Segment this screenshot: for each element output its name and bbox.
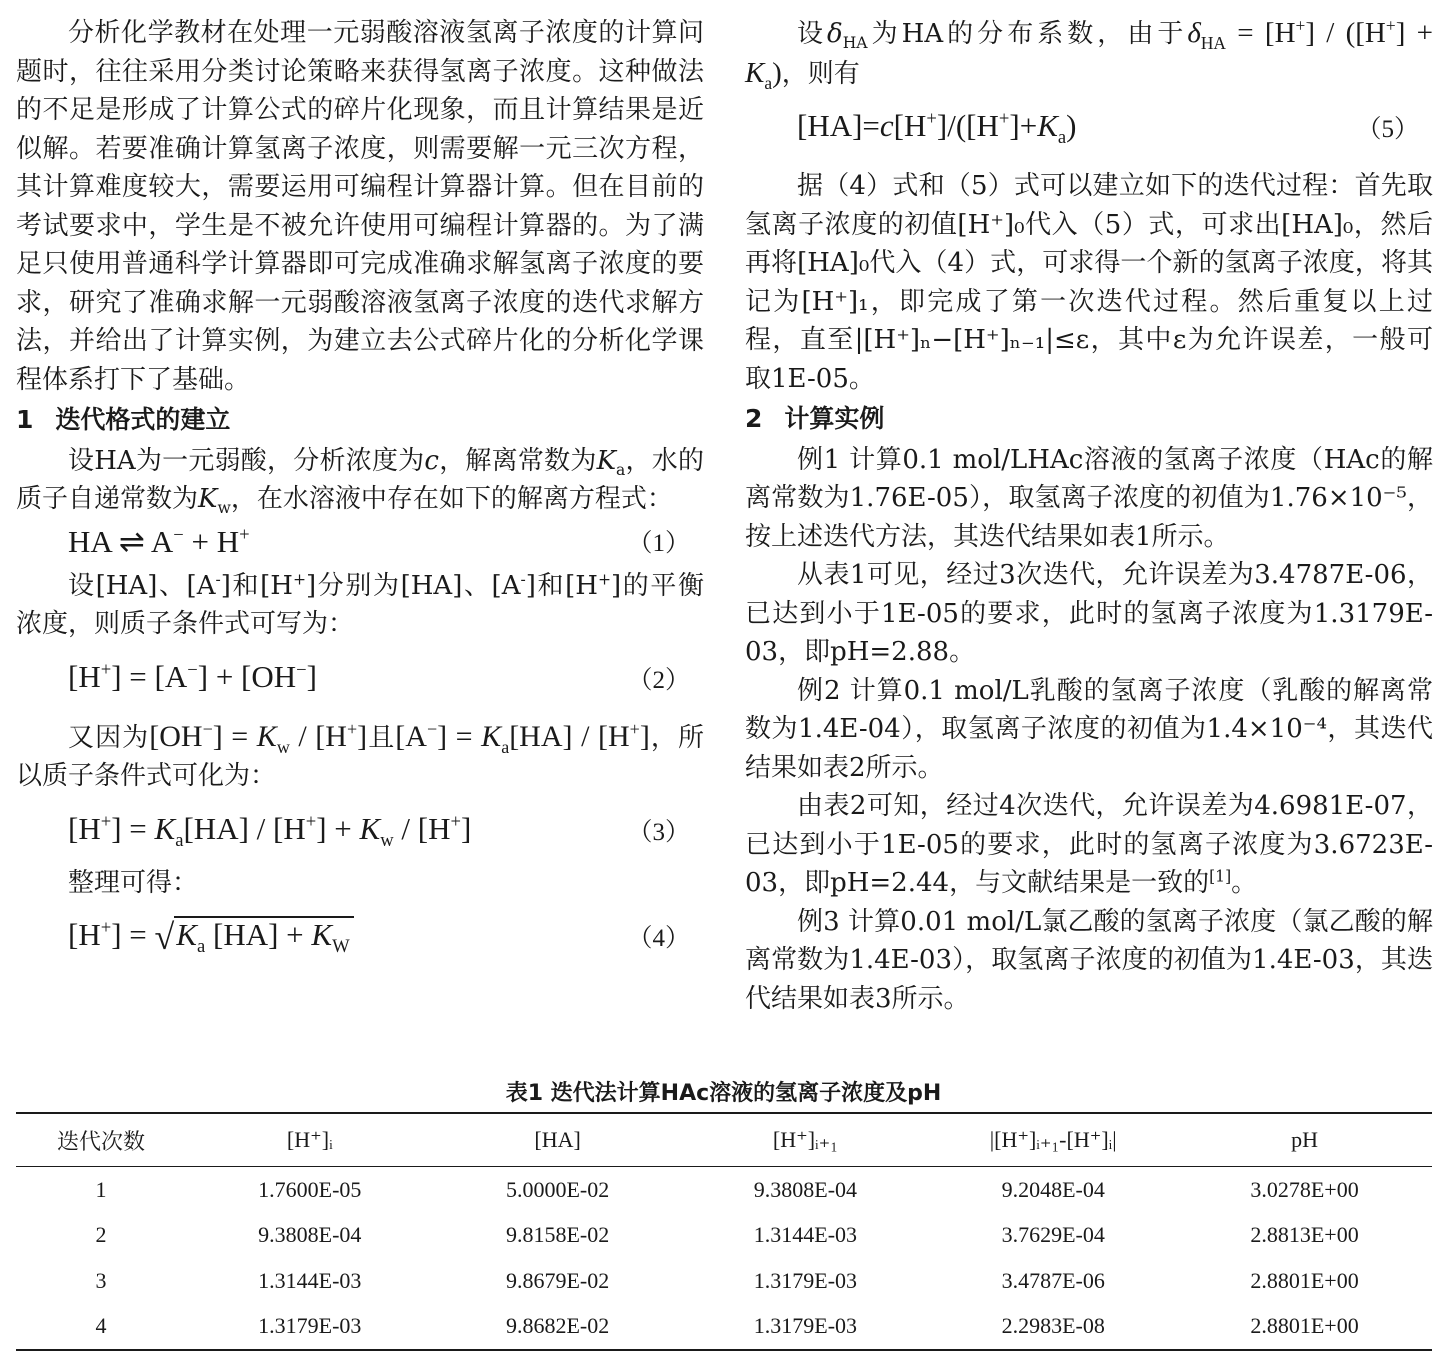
equation-2 bbox=[16, 644, 704, 708]
setup-text-3: ，水的质子自递常数为 bbox=[16, 445, 704, 514]
section-1-title: 迭代格式的建立 bbox=[55, 405, 231, 434]
example-1-paragraph: 例1 计算0.1 mol/LHAc溶液的氢离子浓度（HAc的解离常数为1.76E-05），取氢离子浓度的初值为1.76×10⁻⁵，按上述迭代方法，其迭代结果如表1所示。 bbox=[745, 444, 1433, 552]
equation-4-number: （4） bbox=[627, 925, 690, 952]
delta-text-1: 设 bbox=[797, 19, 828, 49]
section-2-number: 2 bbox=[745, 404, 763, 433]
table-cell: 1 bbox=[95, 1176, 107, 1202]
right-column bbox=[745, 14, 1433, 1018]
table-cell: 3.4787E-06 bbox=[1001, 1267, 1105, 1293]
conc-text-5: ]的平衡浓度，则质子条件式可写为： bbox=[16, 570, 704, 639]
table-cell: 1.3179E-03 bbox=[753, 1267, 858, 1293]
equation-3 bbox=[16, 796, 704, 860]
equation-4-math: $[H^+] = √K_a$ $[HA] + K_W$ bbox=[68, 916, 354, 957]
equation-5-number: （5） bbox=[1356, 116, 1419, 143]
equation-5-math: $[HA]=c[H^+]/([H^+]+K_a)$ bbox=[797, 108, 1077, 149]
example-1-result-paragraph: 从表1可见，经过3次迭代，允许误差为3.4787E-06，已达到小于1E-05的要求，此时的氢离子浓度为1.3179E-03，即pH=2.88。 bbox=[745, 560, 1433, 667]
table-cell: 1.3144E-03 bbox=[258, 1267, 362, 1293]
citation-ref[interactable]: [1] bbox=[1209, 867, 1232, 886]
setup-text-1: 设HA为一元弱酸，分析浓度为 bbox=[68, 445, 425, 476]
table-cell: 4 bbox=[16, 1304, 186, 1351]
intro-paragraph: 分析化学教材在处理一元弱酸溶液氢离子浓度的计算问题时，往往采用分类讨论策略来获得氢离子浓度。这种做法的不足是形成了计算公式的碎片化现象，而且计算结果是近似解。若要准确计算氢离子浓度，则需要解一元三次方程，其计算难度较大，需要运用可编程计算器计算。但在目前的考试要求中，学生是不被允许使用可编程计算器的。为了满足只使用普通科学计算器即可完成准确求解氢离子浓度的要求，研究了准确求解一元弱酸溶液氢离子浓度的迭代求解方法，并给出了计算实例，为建立去公式碎片化的分析化学课程体系打下了基础。 bbox=[16, 18, 704, 395]
conc-text-4: ]和[H bbox=[525, 570, 598, 601]
table-row bbox=[16, 1258, 1432, 1304]
setup-text-2: ，解离常数为 bbox=[438, 445, 597, 476]
section-2-heading bbox=[745, 400, 1433, 439]
section-1-heading bbox=[16, 401, 704, 440]
setup-text-4: ，在水溶液中存在如下的解离方程式： bbox=[230, 484, 673, 514]
substitution-paragraph: 又因为$[OH^-] = K_w / [H^+]$且$[A^-] = K_a[HA] / [H^+]$，所以质子条件式可化为： bbox=[16, 718, 704, 791]
header-ha: [HA] bbox=[434, 1113, 682, 1167]
table-header-row bbox=[16, 1113, 1432, 1167]
table-caption: 表1 迭代法计算HAc溶液的氢离子浓度及pH bbox=[505, 1081, 942, 1106]
table-cell: 2 bbox=[95, 1222, 107, 1248]
equation-2-math: [H+] = [A−] + [OH−] bbox=[68, 658, 317, 694]
table-cell: 3.0278E+00 bbox=[1250, 1176, 1359, 1202]
var-ka: K bbox=[596, 445, 616, 476]
table-row bbox=[16, 1304, 1432, 1351]
header-h-i1: [H⁺]ᵢ₊₁ bbox=[682, 1113, 930, 1167]
header-error: |[H⁺]ᵢ₊₁-[H⁺]ᵢ| bbox=[929, 1113, 1177, 1167]
table-cell: 9.3808E-04 bbox=[753, 1176, 858, 1202]
table-cell: 1.7600E-05 bbox=[258, 1176, 362, 1202]
table-cell: 3 bbox=[95, 1267, 107, 1293]
equation-3-math: $[H^+] = K_a[HA] / [H^+] + K_w / [H^+]$ bbox=[68, 810, 472, 851]
equation-1 bbox=[16, 519, 704, 567]
table-cell: 2.8813E+00 bbox=[1250, 1222, 1359, 1248]
iteration-paragraph: 据（4）式和（5）式可以建立如下的迭代过程：首先取氢离子浓度的初值[H⁺]₀代入（5）式，可求出[HA]₀，然后再将[HA]₀代入（4）式，可求得一个新的氢离子浓度，将其记为[H⁺]₁，即完成了第一次迭代过程。然后重复以上过程，直至|[H⁺]ₙ−[H⁺]ₙ₋₁|≤ε，其中ε为允许误差，一般可取1E-05。 bbox=[745, 171, 1433, 394]
equation-1-math: HA ⇌ A− + H+ bbox=[68, 523, 250, 559]
table-cell: 9.8679E-02 bbox=[505, 1267, 610, 1293]
equation-2-number: （2） bbox=[627, 666, 690, 694]
conc-text-2: ]和[H bbox=[220, 570, 293, 601]
header-ph: pH bbox=[1177, 1113, 1432, 1167]
table-cell: 9.3808E-04 bbox=[258, 1222, 362, 1248]
var-kw: K bbox=[198, 484, 218, 514]
conc-text-3: ]分别为[HA]、[A bbox=[306, 570, 521, 601]
also-text-1: 又因为 bbox=[68, 722, 150, 753]
table-cell: 1.3179E-03 bbox=[186, 1304, 434, 1351]
example-2-paragraph: 例2 计算0.1 mol/L乳酸的氢离子浓度（乳酸的解离常数为1.4E-04），取氢离子浓度的初值为1.4×10⁻⁴，其迭代结果如表2所示。 bbox=[745, 675, 1433, 783]
table-cell: 2.8801E+00 bbox=[1250, 1267, 1359, 1293]
also-text-2: 且 bbox=[367, 722, 396, 753]
equation-3-number: （3） bbox=[627, 818, 690, 846]
table-cell: 5.0000E-02 bbox=[505, 1176, 610, 1202]
table-cell: 2.2983E-08 bbox=[929, 1304, 1177, 1351]
example-3-paragraph: 例3 计算0.01 mol/L氯乙酸的氢离子浓度（氯乙酸的解离常数为1.4E-03），取氢离子浓度的初值为1.4E-03，其迭代结果如表3所示。 bbox=[745, 906, 1433, 1014]
also-text-3: ，所以质子条件式可化为： bbox=[16, 722, 704, 791]
sort-paragraph: 整理可得： bbox=[68, 867, 199, 898]
table-cell: 9.8158E-02 bbox=[505, 1222, 610, 1248]
header-h-i: [H⁺]ᵢ bbox=[186, 1113, 434, 1167]
section-1-number: 1 bbox=[16, 405, 34, 434]
setup-paragraph: 设HA为一元弱酸，分析浓度为c，解离常数为$K_a$，水的质子自递常数为$K_w$，在水溶液中存在如下的解离方程式： bbox=[16, 445, 704, 518]
delta-text-3: ，则有 bbox=[781, 58, 860, 89]
left-column bbox=[16, 14, 704, 966]
table-cell: 1.3144E-03 bbox=[753, 1222, 858, 1248]
ex2-result-end: 。 bbox=[1231, 868, 1258, 898]
var-c: c bbox=[424, 445, 439, 476]
results-table bbox=[16, 1112, 1432, 1351]
conc-text-1: 设[HA]、[A bbox=[68, 570, 216, 601]
ex2-result-text: 由表2可知，经过4次迭代，允许误差为4.6981E-07，已达到小于1E-05的要求，此时的氢离子浓度为3.6723E-03，即pH=2.44，与文献结果是一致的 bbox=[745, 791, 1433, 898]
section-2-title: 计算实例 bbox=[784, 404, 885, 433]
equation-5 bbox=[745, 93, 1433, 157]
equation-4 bbox=[16, 902, 704, 966]
table-cell: 9.8682E-02 bbox=[434, 1304, 682, 1351]
example-2-result-paragraph bbox=[745, 787, 1433, 903]
delta-text-2: 为HA的分布系数，由于 bbox=[867, 19, 1188, 49]
table-row bbox=[16, 1167, 1432, 1213]
table-row bbox=[16, 1213, 1432, 1259]
header-iteration: 迭代次数 bbox=[16, 1113, 186, 1167]
table-cell: 1.3179E-03 bbox=[682, 1304, 930, 1351]
table-cell: 3.7629E-04 bbox=[1001, 1222, 1105, 1248]
delta-paragraph: 设$\delta_{HA}$为HA的分布系数，由于$\delta_{HA} = [H^+] / ([H^+] + K_a)$，则有 bbox=[745, 15, 1433, 93]
equation-1-number: （1） bbox=[627, 529, 690, 557]
table-cell: 9.2048E-04 bbox=[1001, 1176, 1105, 1202]
table-cell: 2.8801E+00 bbox=[1177, 1304, 1432, 1351]
concentration-paragraph: 设[HA]、[A-]和[H+]分别为[HA]、[A-]和[H+]的平衡浓度，则质子条件式可写为： bbox=[16, 569, 704, 639]
